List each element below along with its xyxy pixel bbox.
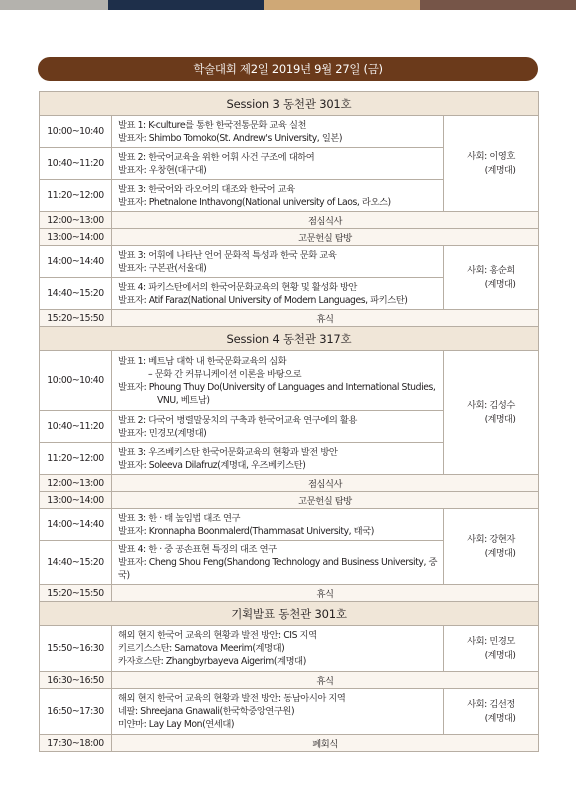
top-color-bar xyxy=(0,0,576,10)
section-heading: Session 4 동천관 317호 xyxy=(40,327,539,351)
presentation-line: 해외 현지 한국어 교육의 현황과 발전 방안: CIS 지역 xyxy=(118,630,317,641)
section-header-row xyxy=(40,92,539,116)
chair-affiliation: (계명대) xyxy=(484,650,516,661)
time-cell: 13:00~14:00 xyxy=(40,229,112,246)
presenter-line: 발표자: Phetnalone Inthavong(National university of Laos, 라오스) xyxy=(118,196,391,208)
break-label: 휴식 xyxy=(112,585,539,602)
time-cell: 17:30~18:00 xyxy=(40,735,112,752)
time-cell: 14:40~15:20 xyxy=(40,541,112,585)
chair-cell xyxy=(444,626,539,672)
top-bar-segment-navy xyxy=(108,0,264,10)
presenter-line: 발표자: 민경모(계명대) xyxy=(118,427,207,439)
time-cell: 10:40~11:20 xyxy=(40,411,112,443)
time-cell: 10:00~10:40 xyxy=(40,351,112,411)
presentation-line: 해외 현지 한국어 교육의 현황과 발전 방안: 동남아시아 지역 xyxy=(118,693,346,704)
presentation-cell xyxy=(112,541,444,585)
time-cell: 13:00~14:00 xyxy=(40,492,112,509)
chair-affiliation: (계명대) xyxy=(484,548,516,559)
presentation-cell xyxy=(112,689,444,735)
time-cell: 15:20~15:50 xyxy=(40,310,112,327)
schedule-row xyxy=(40,509,539,541)
chair-name: 사회: 홍순희 xyxy=(467,264,515,276)
presenter-line: 발표자: Soleeva Dilafruz(계명대, 우즈베키스탄) xyxy=(118,459,306,471)
break-label: 점심식사 xyxy=(112,475,539,492)
presenter-line: 발표자: 구본관(서울대) xyxy=(118,262,207,274)
presentation-subtitle: – 문화 간 커뮤니케이션 이론을 바탕으로 xyxy=(148,368,302,380)
chair-name: 사회: 이영호 xyxy=(467,150,515,162)
schedule-table xyxy=(39,91,539,752)
time-cell: 14:40~15:20 xyxy=(40,278,112,310)
time-cell: 10:40~11:20 xyxy=(40,148,112,180)
presentation-cell xyxy=(112,116,444,148)
break-label: 폐회식 xyxy=(112,735,539,752)
time-cell: 11:20~12:00 xyxy=(40,180,112,212)
presentation-line: 발표 4: 파키스탄에서의 한국어문화교육의 현황 및 활성화 방안 xyxy=(118,281,357,293)
presenter-line: 발표자: 우창현(대구대) xyxy=(118,164,207,176)
presenter-line: 발표자: Kronnapha Boonmalerd(Thammasat University, 태국) xyxy=(118,525,374,537)
presentation-cell xyxy=(112,509,444,541)
break-label: 휴식 xyxy=(112,672,539,689)
presentation-line: 발표 1: K-culture를 통한 한국전통문화 교육 실천 xyxy=(118,119,307,131)
break-label: 고문헌실 탐방 xyxy=(112,492,539,509)
presentation-line: 발표 2: 다국어 병렬말뭉치의 구축과 한국어교육 연구에의 활용 xyxy=(118,414,357,426)
time-cell: 14:00~14:40 xyxy=(40,246,112,278)
time-cell: 12:00~13:00 xyxy=(40,212,112,229)
schedule-row xyxy=(40,246,539,278)
presentation-cell xyxy=(112,180,444,212)
top-bar-segment-tan xyxy=(264,0,420,10)
time-cell: 15:20~15:50 xyxy=(40,585,112,602)
chair-cell xyxy=(444,116,539,212)
time-cell: 16:30~16:50 xyxy=(40,672,112,689)
chair-affiliation: (계명대) xyxy=(484,165,516,176)
break-label: 점심식사 xyxy=(112,212,539,229)
chair-affiliation: (계명대) xyxy=(484,713,516,724)
chair-affiliation: (계명대) xyxy=(484,279,516,290)
page-title: 학술대회 제2일 2019년 9월 27일 (금) xyxy=(38,57,538,81)
schedule-row xyxy=(40,689,539,735)
presentation-line: 발표 3: 우즈베키스탄 한국어문화교육의 현황과 발전 방안 xyxy=(118,446,338,458)
presentation-line: 발표 1: 베트남 대학 내 한국문화교육의 심화 xyxy=(118,355,287,367)
presentation-cell xyxy=(112,148,444,180)
top-bar-segment-grey xyxy=(0,0,108,10)
time-cell: 16:50~17:30 xyxy=(40,689,112,735)
schedule-row xyxy=(40,626,539,672)
section-header-row xyxy=(40,602,539,626)
chair-cell xyxy=(444,246,539,310)
chair-name: 사회: 김선정 xyxy=(467,698,515,710)
break-row xyxy=(40,212,539,229)
break-row xyxy=(40,585,539,602)
schedule-row xyxy=(40,351,539,411)
presentation-line: 발표 3: 어휘에 나타난 언어 문화적 특성과 한국 문화 교육 xyxy=(118,249,337,261)
presenter-line: 발표자: Shimbo Tomoko(St. Andrew's University, 일본) xyxy=(118,132,343,144)
presenter-line: 네팔: Shreejana Gnawali(한국학중앙연구원) xyxy=(118,706,295,717)
break-label: 고문헌실 탐방 xyxy=(112,229,539,246)
break-row xyxy=(40,672,539,689)
break-row xyxy=(40,735,539,752)
time-cell: 14:00~14:40 xyxy=(40,509,112,541)
presentation-line: 발표 2: 한국어교육을 위한 어휘 사건 구조에 대하여 xyxy=(118,151,315,163)
chair-name: 사회: 강현자 xyxy=(467,533,515,545)
presentation-cell xyxy=(112,626,444,672)
presentation-cell xyxy=(112,443,444,475)
presentation-cell xyxy=(112,246,444,278)
time-cell: 10:00~10:40 xyxy=(40,116,112,148)
presenter-line: 키르기스스탄: Samatova Meerim(계명대) xyxy=(118,643,285,654)
presentation-cell xyxy=(112,351,444,411)
break-label: 휴식 xyxy=(112,310,539,327)
chair-name: 사회: 김성수 xyxy=(467,399,515,411)
presenter-line: 발표자: Atif Faraz(National University of Modern Languages, 파키스탄) xyxy=(118,294,408,306)
chair-affiliation: (계명대) xyxy=(484,414,516,425)
presenter-line: 발표자: Phoung Thuy Do(University of Languages and International Studies, xyxy=(118,381,436,393)
break-row xyxy=(40,475,539,492)
presentation-line: 발표 4: 한 · 중 공손표현 특징의 대조 연구 xyxy=(118,544,277,555)
presenter-line: 카자흐스탄: Zhangbyrbayeva Aigerim(계명대) xyxy=(118,656,306,667)
section-heading: Session 3 동천관 301호 xyxy=(40,92,539,116)
break-row xyxy=(40,310,539,327)
presentation-cell xyxy=(112,278,444,310)
schedule-row xyxy=(40,116,539,148)
presentation-cell xyxy=(112,411,444,443)
time-cell: 15:50~16:30 xyxy=(40,626,112,672)
chair-name: 사회: 민경모 xyxy=(467,635,515,647)
chair-cell xyxy=(444,351,539,475)
chair-cell xyxy=(444,689,539,735)
presentation-line: 발표 3: 한국어와 라오어의 대조와 한국어 교육 xyxy=(118,183,295,195)
section-header-row xyxy=(40,327,539,351)
time-cell: 12:00~13:00 xyxy=(40,475,112,492)
time-cell: 11:20~12:00 xyxy=(40,443,112,475)
presenter-line-cont: VNU, 베트남) xyxy=(157,394,210,406)
presenter-line: 미얀마: Lay Lay Mon(연세대) xyxy=(118,719,235,730)
break-row xyxy=(40,229,539,246)
section-heading: 기획발표 동천관 301호 xyxy=(40,602,539,626)
top-bar-segment-brown xyxy=(420,0,576,10)
break-row xyxy=(40,492,539,509)
presentation-line: 발표 3: 한 · 태 높임법 대조 연구 xyxy=(118,512,241,524)
presenter-line: 발표자: Cheng Shou Feng(Shandong Technology and Business University, 중국) xyxy=(118,557,437,581)
chair-cell xyxy=(444,509,539,585)
